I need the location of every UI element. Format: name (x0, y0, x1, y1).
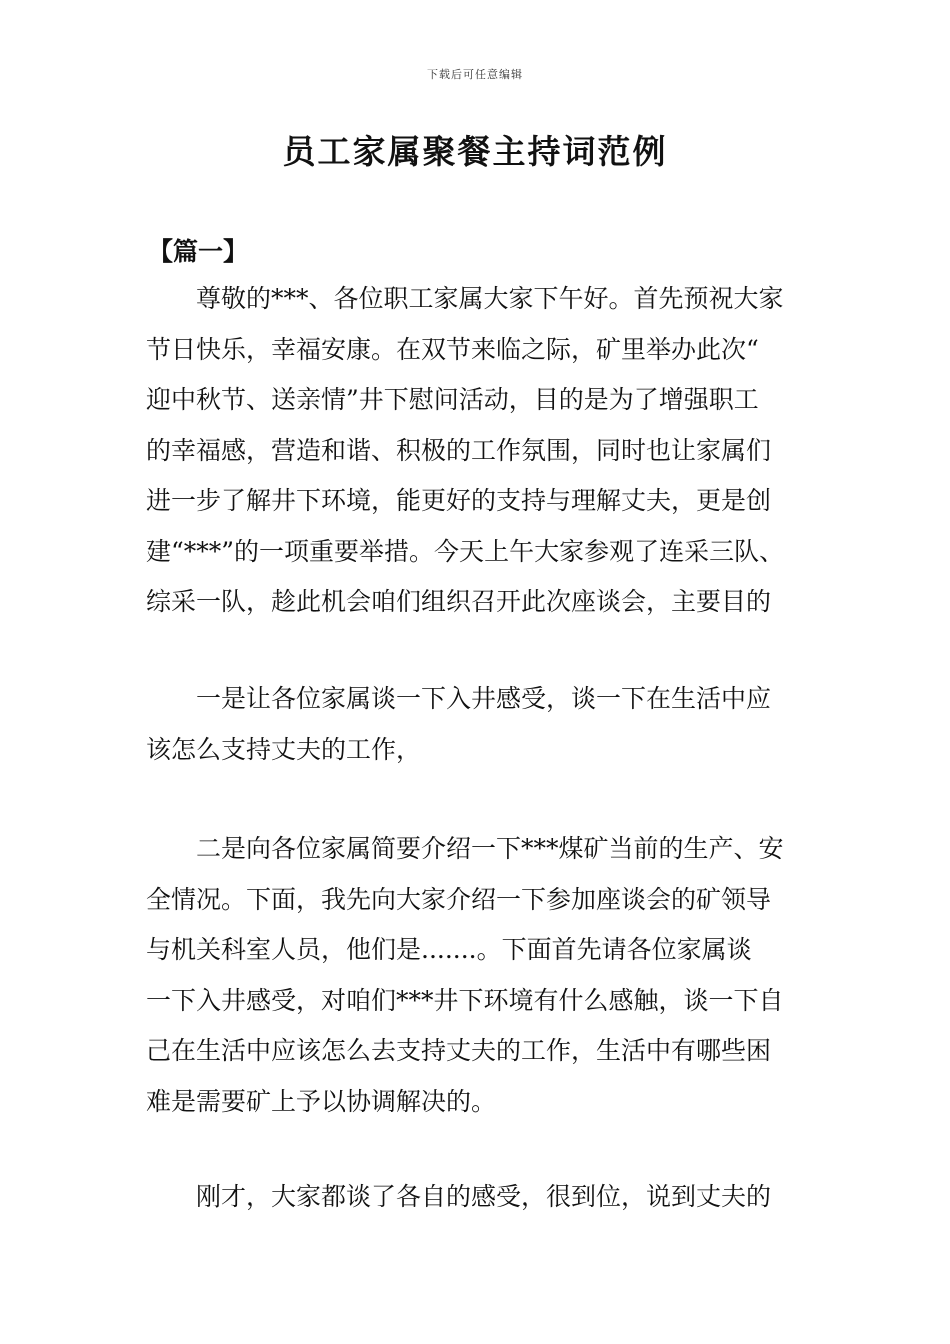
text-line: 进一步了解井下环境，能更好的支持与理解丈夫，更是创 (146, 486, 772, 515)
page-title: 员工家属聚餐主持词范例 (282, 132, 668, 171)
text-line: 与机关科室人员，他们是.......。下面首先请各位家属谈 (146, 935, 752, 964)
text-line: 难是需要矿上予以协调解决的。 (146, 1086, 497, 1116)
text-line: 尊敬的***、各位职工家属大家下午好。首先预祝大家 (196, 284, 784, 313)
paragraph-3 (146, 824, 826, 1127)
text-line: 建“***”的一项重要举措。今天上午大家参观了连采三队、 (146, 536, 785, 566)
paragraph-1 (146, 274, 826, 628)
section-label: 【篇一】 (148, 237, 249, 266)
text-line: 综采一队，趁此机会咱们组织召开此次座谈会，主要目的 (146, 587, 772, 616)
text-line: 节日快乐，幸福安康。在双节来临之际，矿里举办此次“ (146, 334, 759, 364)
text-line: 己在生活中应该怎么去支持丈夫的工作，生活中有哪些困 (146, 1036, 772, 1065)
text-line: 迎中秋节、送亲情”井下慰问活动，目的是为了增强职工 (146, 385, 759, 414)
text-line: 一是让各位家属谈一下入井感受，谈一下在生活中应 (196, 684, 772, 713)
text-line: 一下入井感受，对咱们***井下环境有什么感触，谈一下自 (146, 985, 784, 1015)
text-line: 该怎么支持丈夫的工作， (146, 734, 422, 764)
paragraph-2 (146, 674, 826, 775)
text-line: 刚才，大家都谈了各自的感受，很到位，说到丈夫的 (196, 1182, 772, 1211)
text-line: 的幸福感，营造和谐、积极的工作氛围，同时也让家属们 (146, 435, 772, 465)
header-note: 下载后可任意编辑 (427, 68, 523, 81)
paragraph-4 (146, 1172, 826, 1223)
text-line: 二是向各位家属简要介绍一下***煤矿当前的生产、安 (196, 834, 784, 863)
text-line: 全情况。下面，我先向大家介绍一下参加座谈会的矿领导 (146, 884, 772, 914)
